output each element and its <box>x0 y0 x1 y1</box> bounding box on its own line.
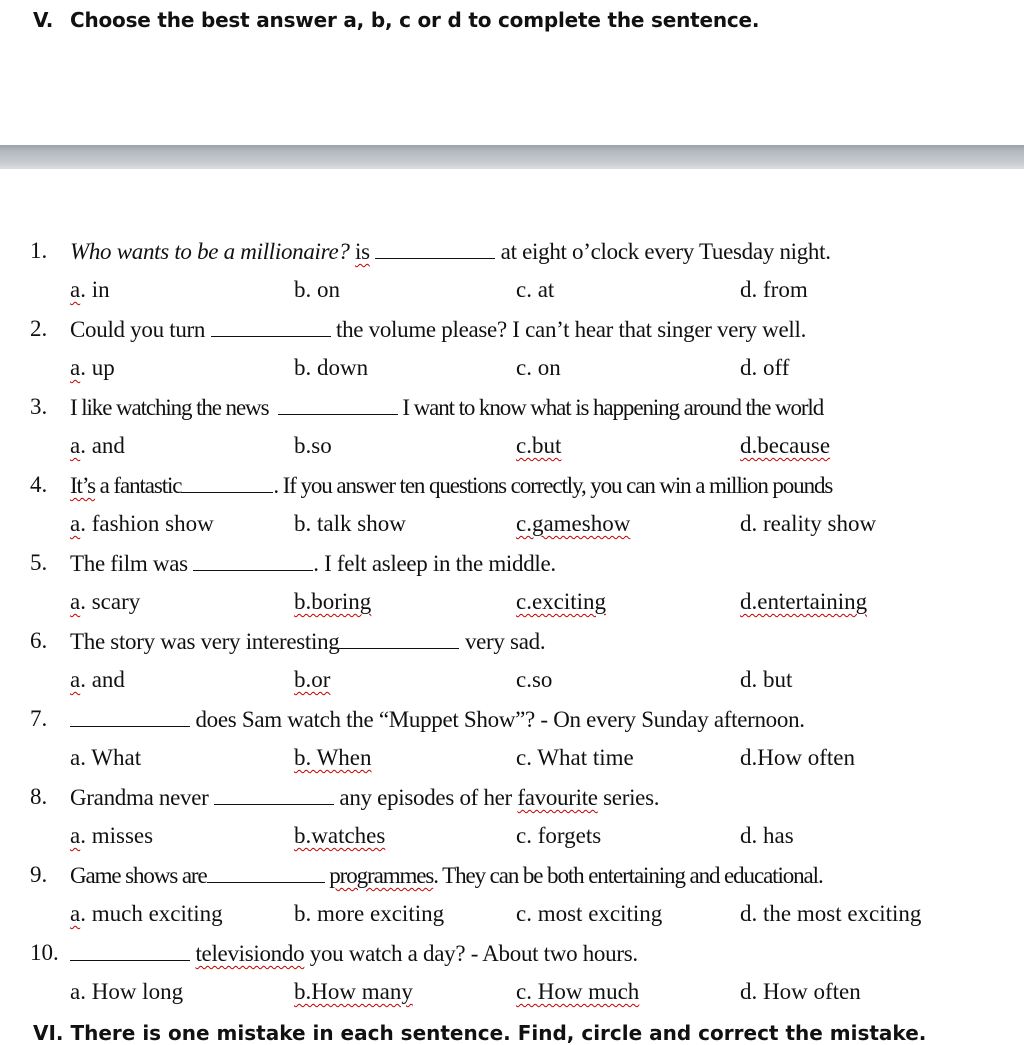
option-c[interactable]: c. at <box>516 277 555 302</box>
option-c[interactable]: c. most exciting <box>516 901 663 926</box>
option-a[interactable]: a. fashion show <box>70 511 214 536</box>
option-c[interactable]: c.but <box>516 433 562 458</box>
options-9 <box>0 899 1024 938</box>
question-stem <box>70 862 823 889</box>
question-number: 6. <box>30 628 48 653</box>
option-a[interactable]: a. and <box>70 667 125 692</box>
question-stem <box>70 238 831 265</box>
option-a[interactable]: a. up <box>70 355 115 380</box>
option-d[interactable]: d. but <box>740 667 793 692</box>
section-number: V. <box>33 8 54 32</box>
next-section-heading: VI. There is one mistake in each sentence. Find, circle and correct the mistake. <box>33 1021 927 1045</box>
answer-blank[interactable] <box>181 472 273 493</box>
answer-blank[interactable] <box>211 316 331 337</box>
question-number: 9. <box>30 862 48 887</box>
question-3 <box>0 392 1024 431</box>
option-b[interactable]: b. talk show <box>294 511 406 536</box>
option-c[interactable]: c. forgets <box>516 823 602 848</box>
option-b[interactable]: b.How many <box>294 979 413 1004</box>
option-b[interactable]: b.watches <box>294 823 386 848</box>
show-title: Who wants to be a millionaire? <box>70 239 350 264</box>
option-b[interactable]: b. When <box>294 745 372 770</box>
page-break <box>0 145 1024 169</box>
question-9 <box>0 860 1024 899</box>
answer-blank[interactable] <box>70 940 190 961</box>
stem-text: I want to know what is happening around the world <box>402 395 824 420</box>
stem-text: a fantastic <box>99 473 182 498</box>
stem-text: the volume please? I can’t hear that singer very well. <box>336 317 807 342</box>
stem-text: The story was very interesting <box>70 629 340 654</box>
answer-blank[interactable] <box>339 628 459 649</box>
stem-text: Could you turn <box>70 317 206 342</box>
answer-blank[interactable] <box>375 238 495 259</box>
stem-word: is <box>355 239 370 264</box>
question-stem <box>70 472 832 499</box>
question-stem <box>70 784 659 811</box>
options-6 <box>0 665 1024 704</box>
question-stem <box>70 316 806 343</box>
stem-word: programmes <box>329 863 434 888</box>
option-b[interactable]: b.or <box>294 667 331 692</box>
option-b[interactable]: b. more exciting <box>294 901 445 926</box>
option-c[interactable]: c. on <box>516 355 561 380</box>
options-1 <box>0 275 1024 314</box>
option-d[interactable]: d. off <box>740 355 790 380</box>
question-4 <box>0 470 1024 509</box>
question-2 <box>0 314 1024 353</box>
section-heading <box>33 8 759 32</box>
option-a[interactable]: a. misses <box>70 823 154 848</box>
question-number: 3. <box>30 394 48 419</box>
stem-word: favourite <box>517 785 598 810</box>
option-c[interactable]: c. What time <box>516 745 634 770</box>
question-7 <box>0 704 1024 743</box>
options-2 <box>0 353 1024 392</box>
question-stem <box>70 550 556 577</box>
question-8 <box>0 782 1024 821</box>
stem-word: It’s <box>70 473 95 498</box>
question-list <box>0 236 1024 1016</box>
stem-text: . If you answer ten questions correctly, you can win a million pounds <box>273 473 833 498</box>
question-10 <box>0 938 1024 977</box>
stem-text: series. <box>603 785 660 810</box>
question-number: 8. <box>30 784 48 809</box>
option-b[interactable]: b.so <box>294 433 332 458</box>
answer-blank[interactable] <box>278 394 398 415</box>
stem-text: Game shows are <box>70 863 207 888</box>
answer-blank[interactable] <box>214 784 334 805</box>
option-d[interactable]: d.because <box>740 433 831 458</box>
option-b[interactable]: b. on <box>294 277 340 302</box>
answer-blank[interactable] <box>193 550 313 571</box>
question-number: 7. <box>30 706 48 731</box>
stem-text: you watch a day? - About two hours. <box>309 941 638 966</box>
question-1 <box>0 236 1024 275</box>
options-8 <box>0 821 1024 860</box>
stem-text: The film was <box>70 551 188 576</box>
option-a[interactable]: a. much exciting <box>70 901 223 926</box>
stem-text: at eight o’clock every Tuesday night. <box>500 239 831 264</box>
answer-blank[interactable] <box>207 862 325 883</box>
option-c[interactable]: c. How much <box>516 979 640 1004</box>
option-d[interactable]: d. How often <box>740 979 861 1004</box>
question-number: 1. <box>30 238 48 263</box>
options-5 <box>0 587 1024 626</box>
option-d[interactable]: d. has <box>740 823 794 848</box>
option-d[interactable]: d.entertaining <box>740 589 868 614</box>
stem-text: very sad. <box>464 629 546 654</box>
option-a[interactable]: a. and <box>70 433 125 458</box>
question-stem <box>70 706 805 733</box>
stem-text: . I felt asleep in the middle. <box>313 551 556 576</box>
stem-word: televisiondo <box>195 941 305 966</box>
option-a[interactable]: a. scary <box>70 589 141 614</box>
option-a[interactable]: a. in <box>70 277 110 302</box>
options-7 <box>0 743 1024 782</box>
question-stem <box>70 940 638 967</box>
question-number: 10. <box>30 940 59 965</box>
options-4 <box>0 509 1024 548</box>
option-d[interactable]: d.How often <box>740 745 855 770</box>
question-5 <box>0 548 1024 587</box>
option-a[interactable]: a. How long <box>70 979 184 1004</box>
option-c[interactable]: c.so <box>516 667 553 692</box>
stem-text: . They can be both entertaining and educational. <box>433 863 823 888</box>
question-number: 5. <box>30 550 48 575</box>
section-instruction: Choose the best answer a, b, c or d to complete the sentence. <box>70 8 760 32</box>
option-d[interactable]: d. from <box>740 277 808 302</box>
question-number: 4. <box>30 472 48 497</box>
options-10 <box>0 977 1024 1016</box>
stem-text: any episodes of her <box>339 785 512 810</box>
option-b[interactable]: b.boring <box>294 589 372 614</box>
stem-text: does Sam watch the “Muppet Show”? - On every Sunday afternoon. <box>195 707 805 732</box>
option-c[interactable]: c.exciting <box>516 589 607 614</box>
stem-text: Grandma never <box>70 785 209 810</box>
option-d[interactable]: d. reality show <box>740 511 877 536</box>
option-a[interactable]: a. What <box>70 745 142 770</box>
question-stem <box>70 628 545 655</box>
question-6 <box>0 626 1024 665</box>
option-b[interactable]: b. down <box>294 355 369 380</box>
option-c[interactable]: c.gameshow <box>516 511 631 536</box>
stem-text: I like watching the news <box>70 395 269 420</box>
question-stem <box>70 394 823 421</box>
options-3 <box>0 431 1024 470</box>
option-d[interactable]: d. the most exciting <box>740 901 922 926</box>
question-number: 2. <box>30 316 48 341</box>
answer-blank[interactable] <box>70 706 190 727</box>
